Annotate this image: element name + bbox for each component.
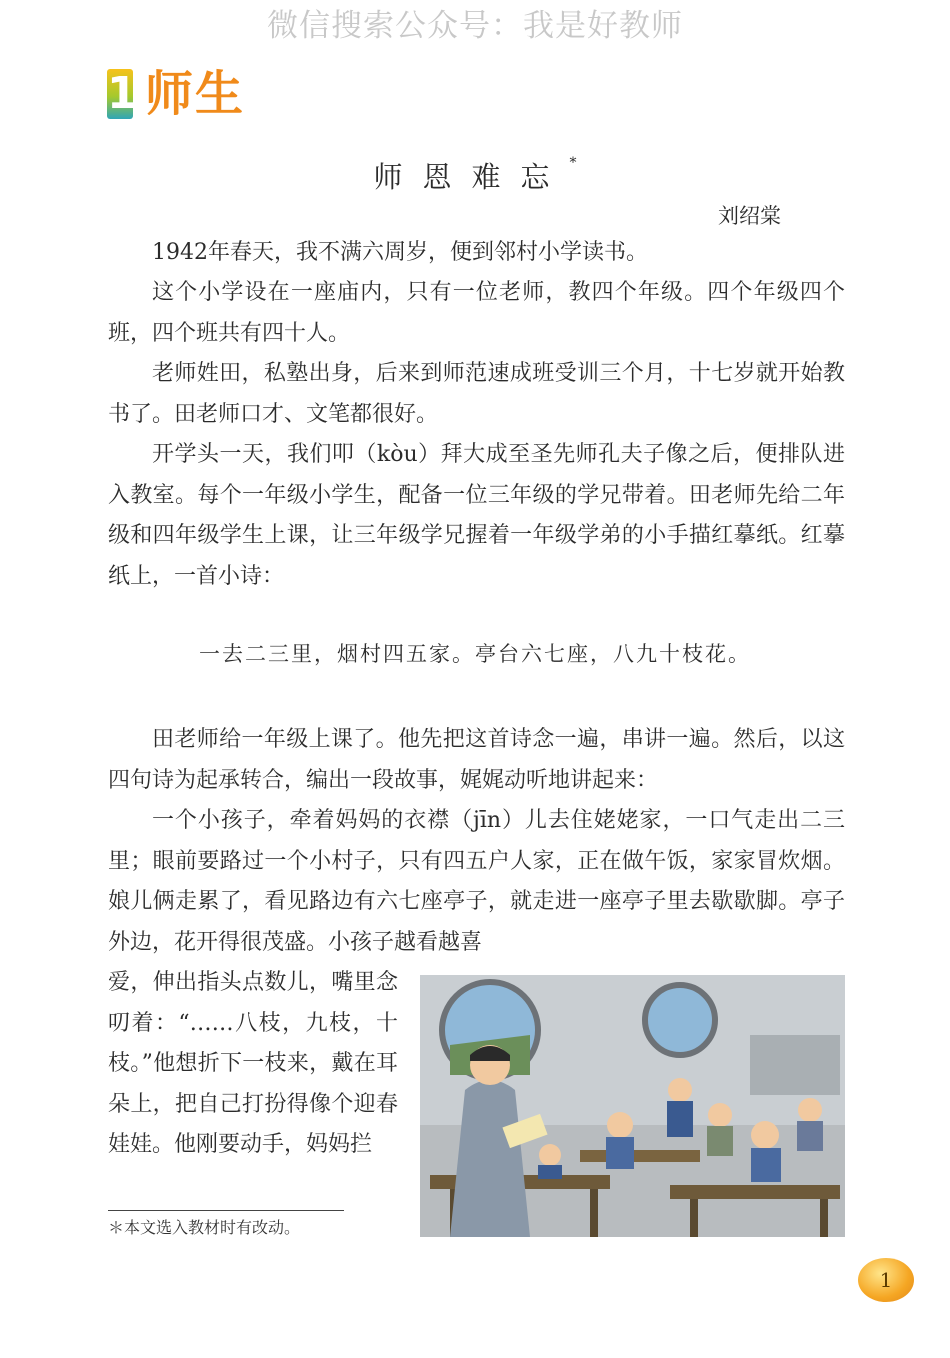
classroom-illustration [420,975,845,1237]
author: 刘绍棠 [718,204,781,228]
paragraph-2: 这个小学设在一座庙内，只有一位老师，教四个年级。四个年级四个班，四个班共有四十人。 [108,280,845,346]
watermark: 微信搜索公众号：我是好教师 [267,8,683,44]
unit-title: 师生 [145,66,246,122]
unit-header [107,66,245,122]
footnote-rule [108,1210,344,1211]
paragraph-1: 1942年春天，我不满六周岁，便到邻村小学读书。 [152,240,648,265]
page-number-badge: 1 [858,1258,914,1302]
paragraph-4: 开学头一天，我们叩（kòu）拜大成至圣先师孔夫子像之后，便排队进入教室。每个一年级小学生，配备一位三年级的学兄带着。田老师先给二年级和四年级学生上课，让三年级学兄握着一年级学弟的小手描红摹纸。红摹纸上，一首小诗： [108,442,845,589]
title-footnote-mark: * [569,155,577,171]
poem: 一去二三里，烟村四五家。亭台六七座，八九十枝花。 [199,642,751,666]
footnote: ＊本文选入教材时有改动。 [108,1218,301,1237]
paragraph-5: 田老师给一年级上课了。他先把这首诗念一遍，串讲一遍。然后，以这四句诗为起承转合，编出一段故事，娓娓动听地讲起来： [108,727,845,793]
paragraph-3: 老师姓田，私塾出身，后来到师范速成班受训三个月，十七岁就开始教书了。田老师口才、文笔都很好。 [108,361,845,427]
unit-number-badge: 1 [107,68,138,119]
paragraph-6: 一个小孩子，牵着妈妈的衣襟（jīn）儿去住姥姥家，一口气走出二三里；眼前要路过一个小村子，只有四五户人家，正在做午饭，家家冒炊烟。娘儿俩走累了，看见路边有六七座亭子，就走进一座亭子里去歇歇脚。亭子外边，花开得很茂盛。小孩子越看越喜 [108,808,845,955]
article-title [0,155,950,196]
article-title-text: 师恩难忘 [373,160,570,194]
wrapped-paragraph: 爱，伸出指头点数儿，嘴里念叨着：“……八枝，九枝，十枝。”他想折下一枝来，戴在耳朵上，把自己打扮得像个迎春娃娃。他刚要动手，妈妈拦 [108,970,398,1157]
